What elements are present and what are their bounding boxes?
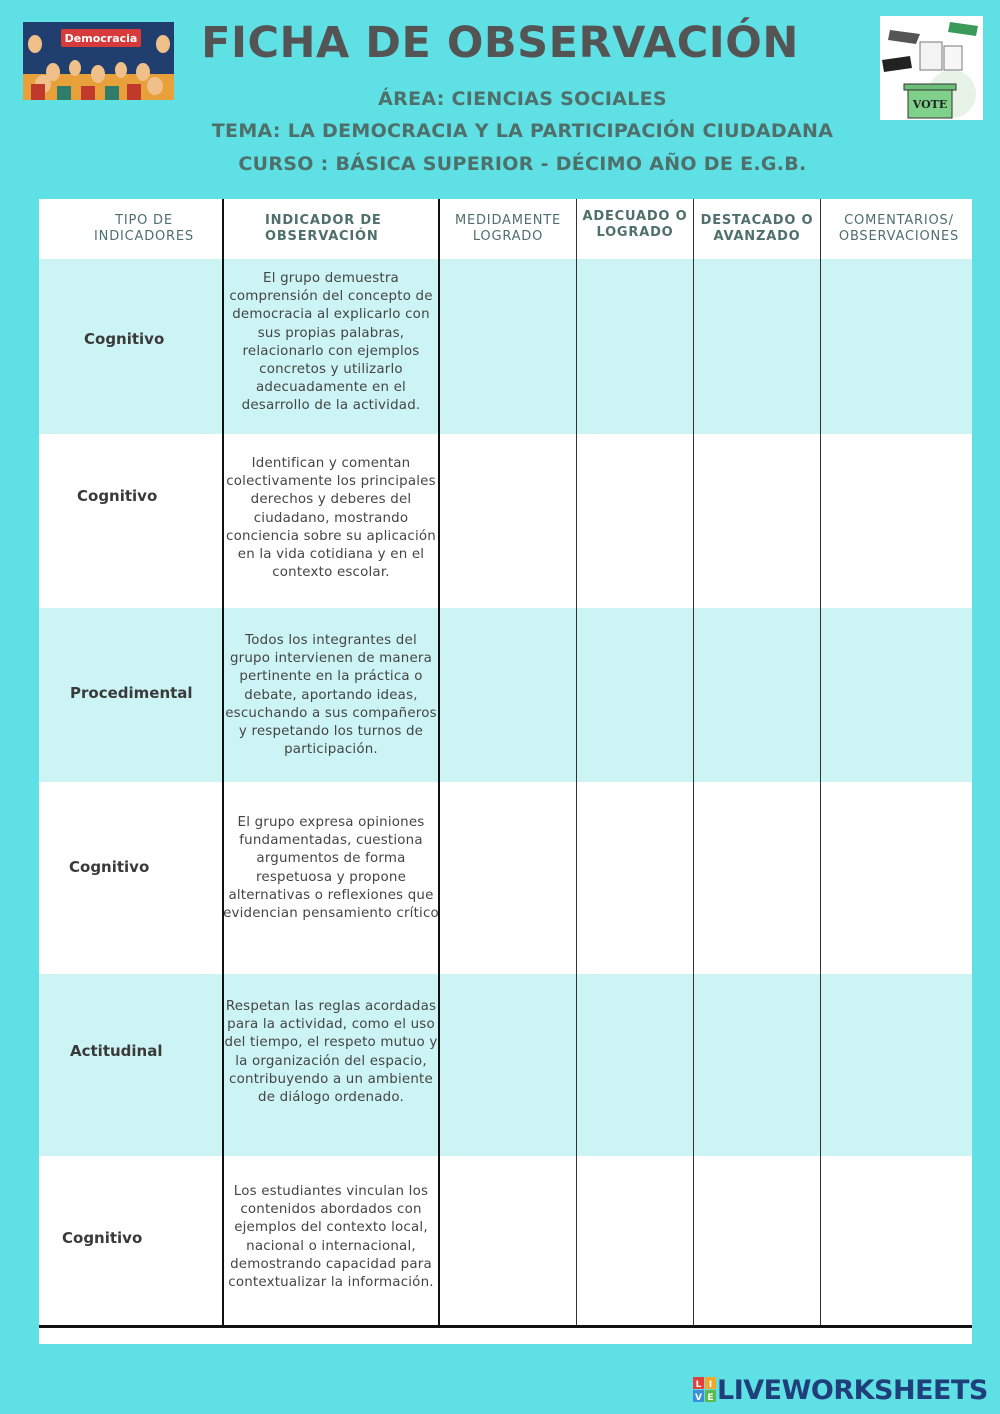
row-5-indicator: Respetan las reglas acordadas para la actividad, como el uso del tiempo, el respeto mutuo y la organización del espacio, contribuyendo a un ambiente de diálogo ordenado. <box>224 999 438 1106</box>
observation-table <box>39 199 972 1344</box>
table-bottom-rule <box>39 1325 972 1328</box>
row-4-type: Cognitivo <box>69 858 150 876</box>
row-3-type: Procedimental <box>70 684 193 702</box>
col-header-comentarios: COMENTARIOS/ OBSERVACIONES <box>838 213 960 244</box>
democracia-banner-text: Democracia <box>64 32 138 45</box>
row-6-type: Cognitivo <box>62 1229 143 1247</box>
col-header-destacado: DESTACADO O AVANZADO <box>700 213 814 244</box>
subtitle-area: ÁREA: CIENCIAS SOCIALES <box>378 88 667 110</box>
row-2-indicator: Identifican y comentan colectivamente los principales derechos y deberes del ciudadano, mostrando conciencia sobre su aplicación en la vida cotidiana y en el contexto escolar. <box>226 456 436 581</box>
logo-letter-i: I <box>708 1380 713 1390</box>
liveworksheets-brand[interactable]: LIVEWORKSHEETS <box>717 1374 988 1406</box>
row-band-5 <box>39 974 972 1156</box>
col-header-tipo: TIPO DE INDICADORES <box>94 213 194 244</box>
row-1-type: Cognitivo <box>84 330 165 348</box>
row-2-type: Cognitivo <box>77 487 158 505</box>
col-header-indicador: INDICADOR DE OBSERVACIÓN <box>265 213 382 244</box>
col-header-medidamente: MEDIDAMENTE LOGRADO <box>454 213 562 244</box>
logo-letter-v: V <box>695 1393 702 1403</box>
row-3-indicator: Todos los integrantes del grupo intervienen de manera pertinente en la práctica o debate, aportando ideas, escuchando a sus compañeros y respetando los turnos de participación. <box>225 633 437 758</box>
subtitle-tema: TEMA: LA DEMOCRACIA Y LA PARTICIPACIÓN CIUDADANA <box>211 120 834 142</box>
vote-text: VOTE <box>912 98 948 111</box>
row-5-type: Actitudinal <box>70 1042 163 1060</box>
liveworksheets-logo-icon <box>693 1377 717 1403</box>
subtitle-curso: CURSO : BÁSICA SUPERIOR - DÉCIMO AÑO DE E.G.B. <box>238 153 807 175</box>
row-4-indicator: El grupo expresa opiniones fundamentadas, cuestiona argumentos de forma respetuosa y propone alternativas o reflexiones que evidencian pensamiento crítico <box>223 815 439 922</box>
vote-ballot-icon <box>880 16 983 120</box>
col-header-adecuado: ADECUADO O LOGRADO <box>582 209 688 240</box>
logo-letter-l: L <box>695 1380 702 1390</box>
row-6-indicator: Los estudiantes vinculan los contenidos abordados con ejemplos del contexto local, nacional o internacional, demostrando capacidad para contextualizar la información. <box>228 1184 434 1291</box>
liveworksheets-footer <box>693 1375 988 1405</box>
logo-letter-e: E <box>707 1393 714 1403</box>
page-title: FICHA DE OBSERVACIÓN <box>201 18 799 68</box>
row-1-indicator: El grupo demuestra comprensión del concepto de democracia al explicarlo con sus propias palabras, relacionarlo con ejemplos concretos y utilizarlo adecuadamente en el desarrollo de la actividad. <box>229 271 433 414</box>
row-band-1 <box>39 259 972 434</box>
